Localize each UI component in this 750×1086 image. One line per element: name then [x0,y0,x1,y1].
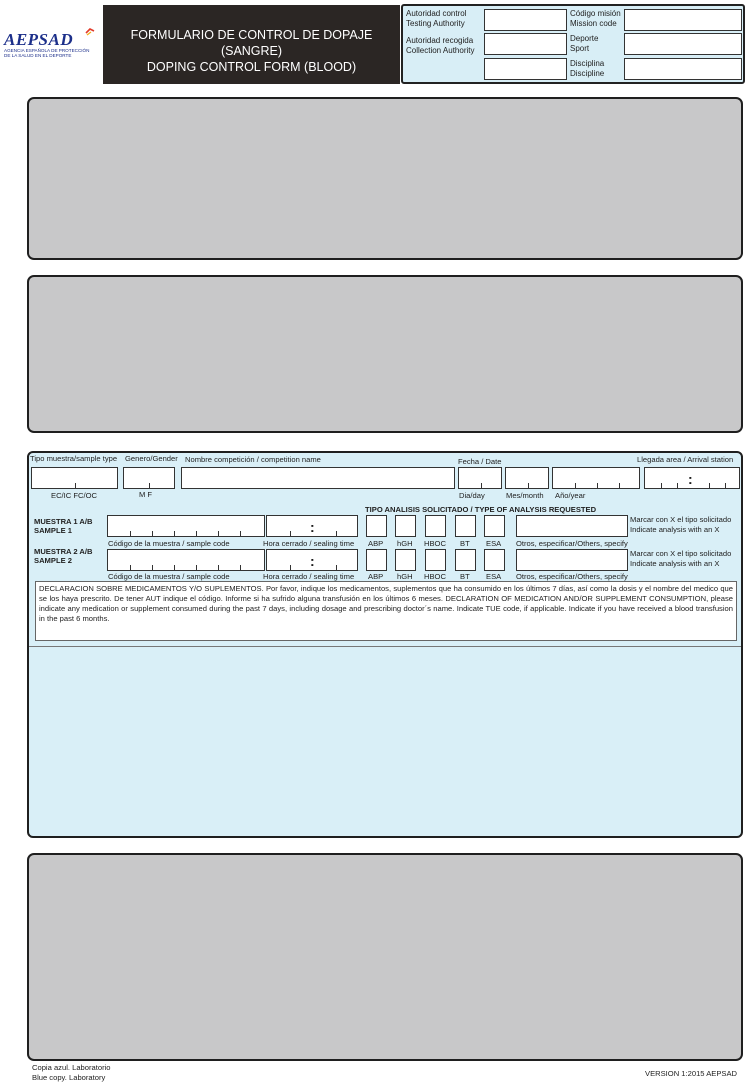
gender-field[interactable] [123,467,175,489]
redacted-panel-3 [27,853,743,1061]
sample-2-hboc-box[interactable] [425,549,446,571]
testing-authority-field[interactable] [484,9,567,31]
sample-1-mark-note: Marcar con X el tipo solicitado Indicate analysis with an X [630,515,732,534]
extra-authority-field[interactable] [484,58,567,80]
version-label: VERSION 1:2015 AEPSAD [645,1069,738,1078]
sample-2-code-field[interactable] [107,549,265,571]
analysis-header: TIPO ANALISIS SOLICITADO / TYPE OF ANALYSIS REQUESTED [365,505,597,514]
sample-2-code-label: Código de la muestra / sample code [108,572,230,581]
discipline-label: Disciplina Discipline [570,59,605,78]
sample-type-field[interactable] [31,467,118,489]
form-title [103,5,400,84]
sample-1-abp-label: ABP [368,539,384,548]
sample-1-bt-box[interactable] [455,515,476,537]
testing-authority-label: Autoridad control Testing Authority [406,9,467,28]
discipline-field[interactable] [624,58,742,80]
sample-2-hgh-box[interactable] [395,549,416,571]
sample-2-esa-label: ESA [486,572,502,581]
logo-mark-icon [85,27,95,37]
sport-field[interactable] [624,33,742,55]
month-field[interactable] [505,467,549,489]
authority-box [401,4,745,84]
laboratory-section [27,451,743,838]
sample-1-hgh-box[interactable] [395,515,416,537]
title-spanish: FORMULARIO DE CONTROL DE DOPAJE (SANGRE) [130,28,373,58]
collection-authority-field[interactable] [484,33,567,55]
redacted-panel-2 [27,275,743,433]
arrival-label: Llegada area / Arrival station [637,455,734,464]
sample-2-others-label: Otros, especificar/Others, specify [516,572,628,581]
sample-1-code-field[interactable] [107,515,265,537]
logo-text: AEPSAD [4,30,74,49]
sample-1-others-label: Otros, especificar/Others, specify [516,539,628,548]
sample-2-abp-label: ABP [368,572,384,581]
sample-1-hgh-label: hGH [397,539,413,548]
sport-label: Deporte Sport [570,34,599,53]
sample-1-abp-box[interactable] [366,515,387,537]
sample-2-hboc-label: HBOC [424,572,446,581]
sample-2-esa-box[interactable] [484,549,505,571]
year-label: Año/year [555,491,586,500]
sample-1-bt-label: BT [460,539,470,548]
sample-2-bt-box[interactable] [455,549,476,571]
gender-label: Genero/Gender [125,454,178,463]
competition-field[interactable] [181,467,455,489]
sample-2-mark-note: Marcar con X el tipo solicitado Indicate analysis with an X [630,549,732,568]
sample-2-sealing-label: Hora cerrado / sealing time [263,572,355,581]
sample-2-sealing-field[interactable]: : [266,549,358,571]
logo-subtitle: AGENCIA ESPAÑOLA DE PROTECCIÓN DE LA SALUD EN EL DEPORTE [4,48,90,58]
gender-options: M F [139,490,153,499]
sample-2-label: MUESTRA 2 A/B SAMPLE 2 [34,547,93,565]
title-english: DOPING CONTROL FORM (BLOOD) [146,60,357,74]
mission-code-field[interactable] [624,9,742,31]
day-label: Dia/day [459,491,485,500]
copy-note: Copia azul. Laboratorio Blue copy. Laboratory [32,1063,111,1082]
sample-1-sealing-field[interactable]: : [266,515,358,537]
sample-1-label: MUESTRA 1 A/B SAMPLE 1 [34,517,93,535]
sample-1-others-field[interactable] [516,515,628,537]
sample-1-hboc-label: HBOC [424,539,446,548]
sample-1-esa-box[interactable] [484,515,505,537]
month-label: Mes/month [506,491,544,500]
date-label: Fecha / Date [458,457,502,466]
section-divider [29,646,741,647]
sample-1-esa-label: ESA [486,539,502,548]
arrival-time-field[interactable]: : [644,467,740,489]
sample-2-others-field[interactable] [516,549,628,571]
sample-2-bt-label: BT [460,572,470,581]
sample-type-options: EC/IC FC/OC [51,491,97,500]
sample-2-abp-box[interactable] [366,549,387,571]
sample-1-code-label: Código de la muestra / sample code [108,539,230,548]
day-field[interactable] [458,467,502,489]
medication-declaration-text: DECLARACION SOBRE MEDICAMENTOS Y/O SUPLEMENTOS. Por favor, indique los medicamentos, suplementos que ha consumido en los últimos 7 días, así como la dosis y el nombre del medico que se los haya prescrito. De tener AUT indique el código. Informe si ha sufrido alguna transfusión en los últimos 6 meses. DECLARATION OF MEDICATION AND/OR SUPPLEMENT CONSUMPTION, please indicate any medication or supplement consumed during the past 7 days, including dosage and prescribing doctor´s name. Indicate TUE code, if applicable. Indicate if you have received a blood transfusion in the past 6 months. [35,581,737,641]
mission-code-label: Código misión Mission code [570,9,621,28]
year-field[interactable] [552,467,640,489]
competition-label: Nombre competición / competition name [185,455,321,464]
sample-2-hgh-label: hGH [397,572,413,581]
sample-type-label: Tipo muestra/sample type [30,454,118,463]
collection-authority-label: Autoridad recogida Collection Authority [406,36,475,55]
sample-1-sealing-label: Hora cerrado / sealing time [263,539,355,548]
sample-1-hboc-box[interactable] [425,515,446,537]
redacted-panel-1 [27,97,743,260]
